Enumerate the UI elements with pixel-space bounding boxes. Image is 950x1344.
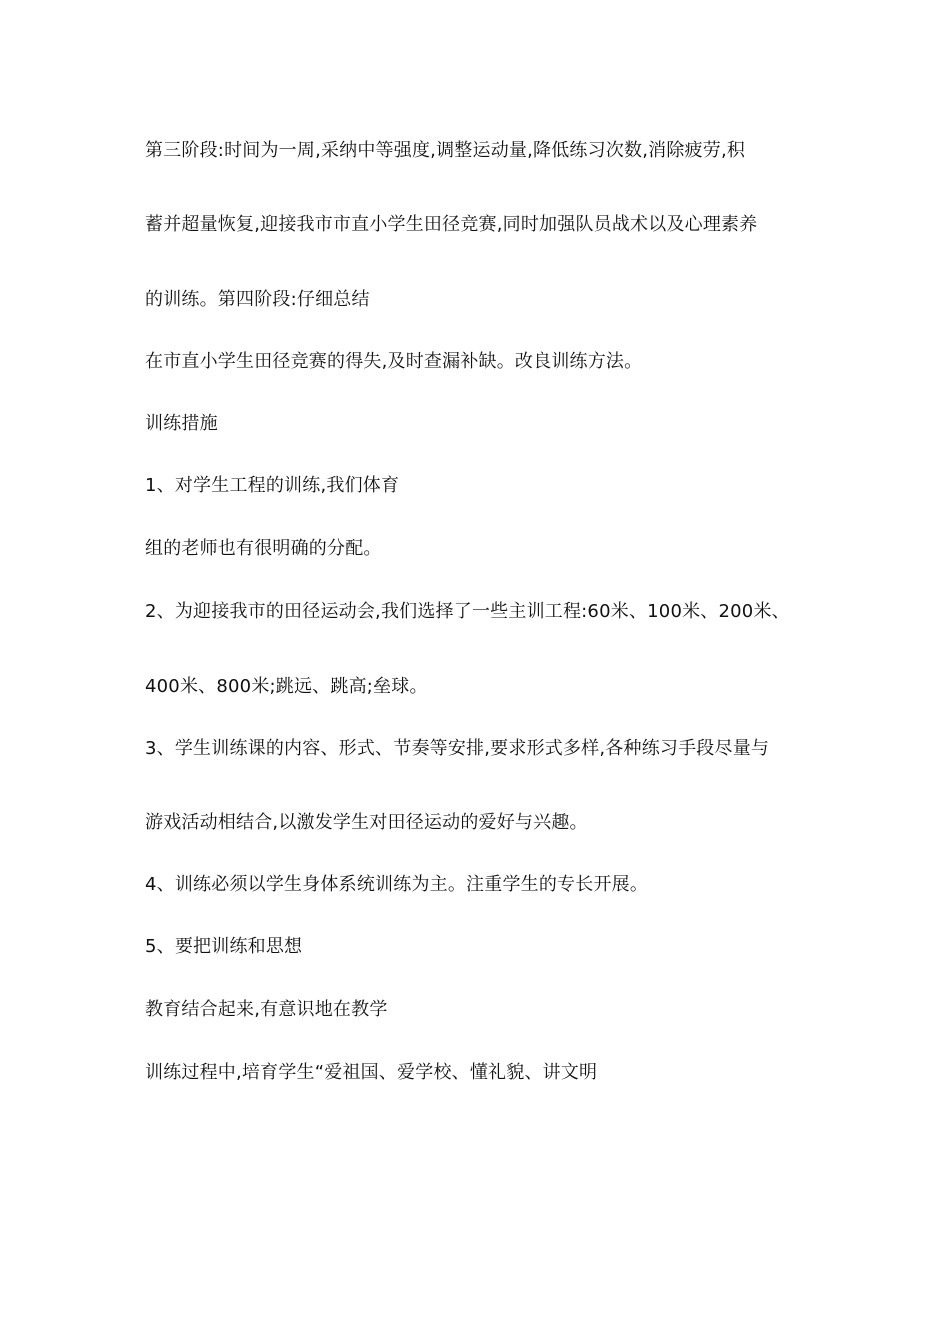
text-line: 400米、800米;跳远、跳高;垒球。 [145,676,428,697]
list-item: 2、为迎接我市的田径运动会,我们选择了一些主训工程:60米、100米、200米、 [145,601,790,622]
list-item: 3、学生训练课的内容、形式、节奏等安排,要求形式多样,各种练习手段尽量与 [145,738,770,759]
text-line: 组的老师也有很明确的分配。 [145,538,382,559]
text-line: 训练过程中,培育学生“爱祖国、爱学校、懂礼貌、讲文明 [145,1062,598,1083]
text-line: 第三阶段:时间为一周,采纳中等强度,调整运动量,降低练习次数,消除疲劳,积 [145,140,746,161]
list-item: 5、要把训练和思想 [145,936,303,957]
text-line: 在市直小学生田径竞赛的得失,及时查漏补缺。改良训练方法。 [145,351,643,372]
text-line: 教育结合起来,有意识地在教学 [145,999,388,1020]
text-line: 游戏活动相结合,以激发学生对田径运动的爱好与兴趣。 [145,812,588,833]
text-line: 的训练。第四阶段:仔细总结 [145,289,370,310]
section-heading: 训练措施 [145,413,218,434]
list-item: 1、对学生工程的训练,我们体育 [145,475,400,496]
list-item: 4、训练必须以学生身体系统训练为主。注重学生的专长开展。 [145,874,649,895]
text-line: 蓄并超量恢复,迎接我市市直小学生田径竞赛,同时加强队员战术以及心理素养 [145,214,758,235]
